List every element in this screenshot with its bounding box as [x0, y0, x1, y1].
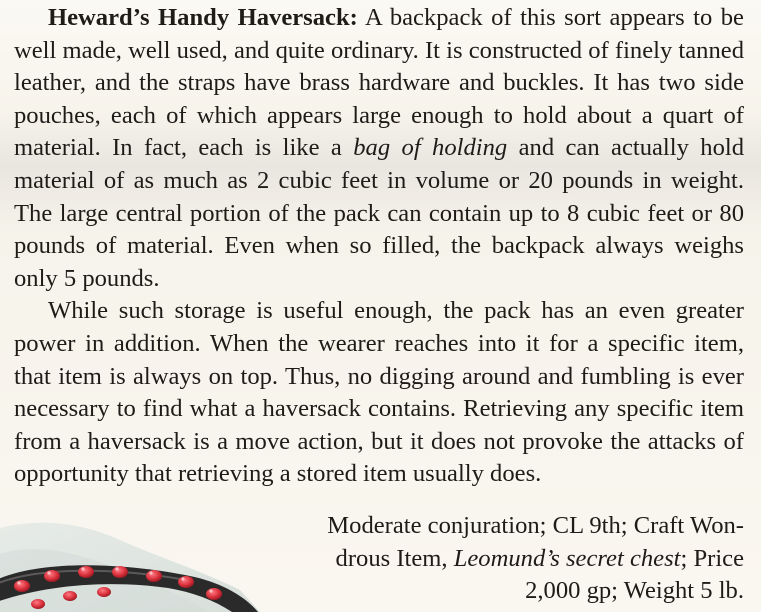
- stat-line-2-start: drous Item,: [335, 544, 454, 572]
- stat-line-1: Moderate conjuration; CL 9th; Craft Won-: [327, 512, 744, 539]
- description-paragraph-1: [14, 2, 744, 295]
- bag-of-holding-reference: bag of holding: [353, 134, 508, 162]
- spell-reference: Leomund’s secret chest: [453, 544, 681, 572]
- item-description: [14, 2, 744, 491]
- description-text-1a: A backpack of this sort appears to be well made, well used, and quite ordinary. It is constructed of finely tanned leather, and the straps have brass hardware and buckles. It has two side pouches, each of which appears large enough to hold about a quart of material. In fact, each is like a: [14, 4, 744, 162]
- haversack-illustration: [0, 510, 260, 612]
- description-paragraph-2: While such storage is useful enough, the pack has an even greater power in addition. When the wearer reaches into it for a specific item, that item is always on top. Thus, no digging around and fumbling is ever necessary to find what a haversack contains. Retrieving any specific item from a haversack is a move action, but it does not provoke the attacks of opportunity that retrieving a stored item usually does.: [14, 297, 744, 488]
- stat-line-3: 2,000 gp; Weight 5 lb.: [525, 577, 744, 605]
- stat-block: [236, 510, 744, 608]
- description-text-1b: and can actually hold material of as much as 2 cubic feet in volume or 20 pounds in weight. The large central portion of the pack can contain up to 8 cubic feet or 80 pounds of material. Even when so filled, the backpack always weighs only 5 pounds.: [14, 134, 744, 292]
- stat-line-2: [236, 543, 744, 576]
- item-title: Heward’s Handy Haversack:: [48, 4, 358, 31]
- stat-line-2-end: ; Price: [680, 544, 744, 572]
